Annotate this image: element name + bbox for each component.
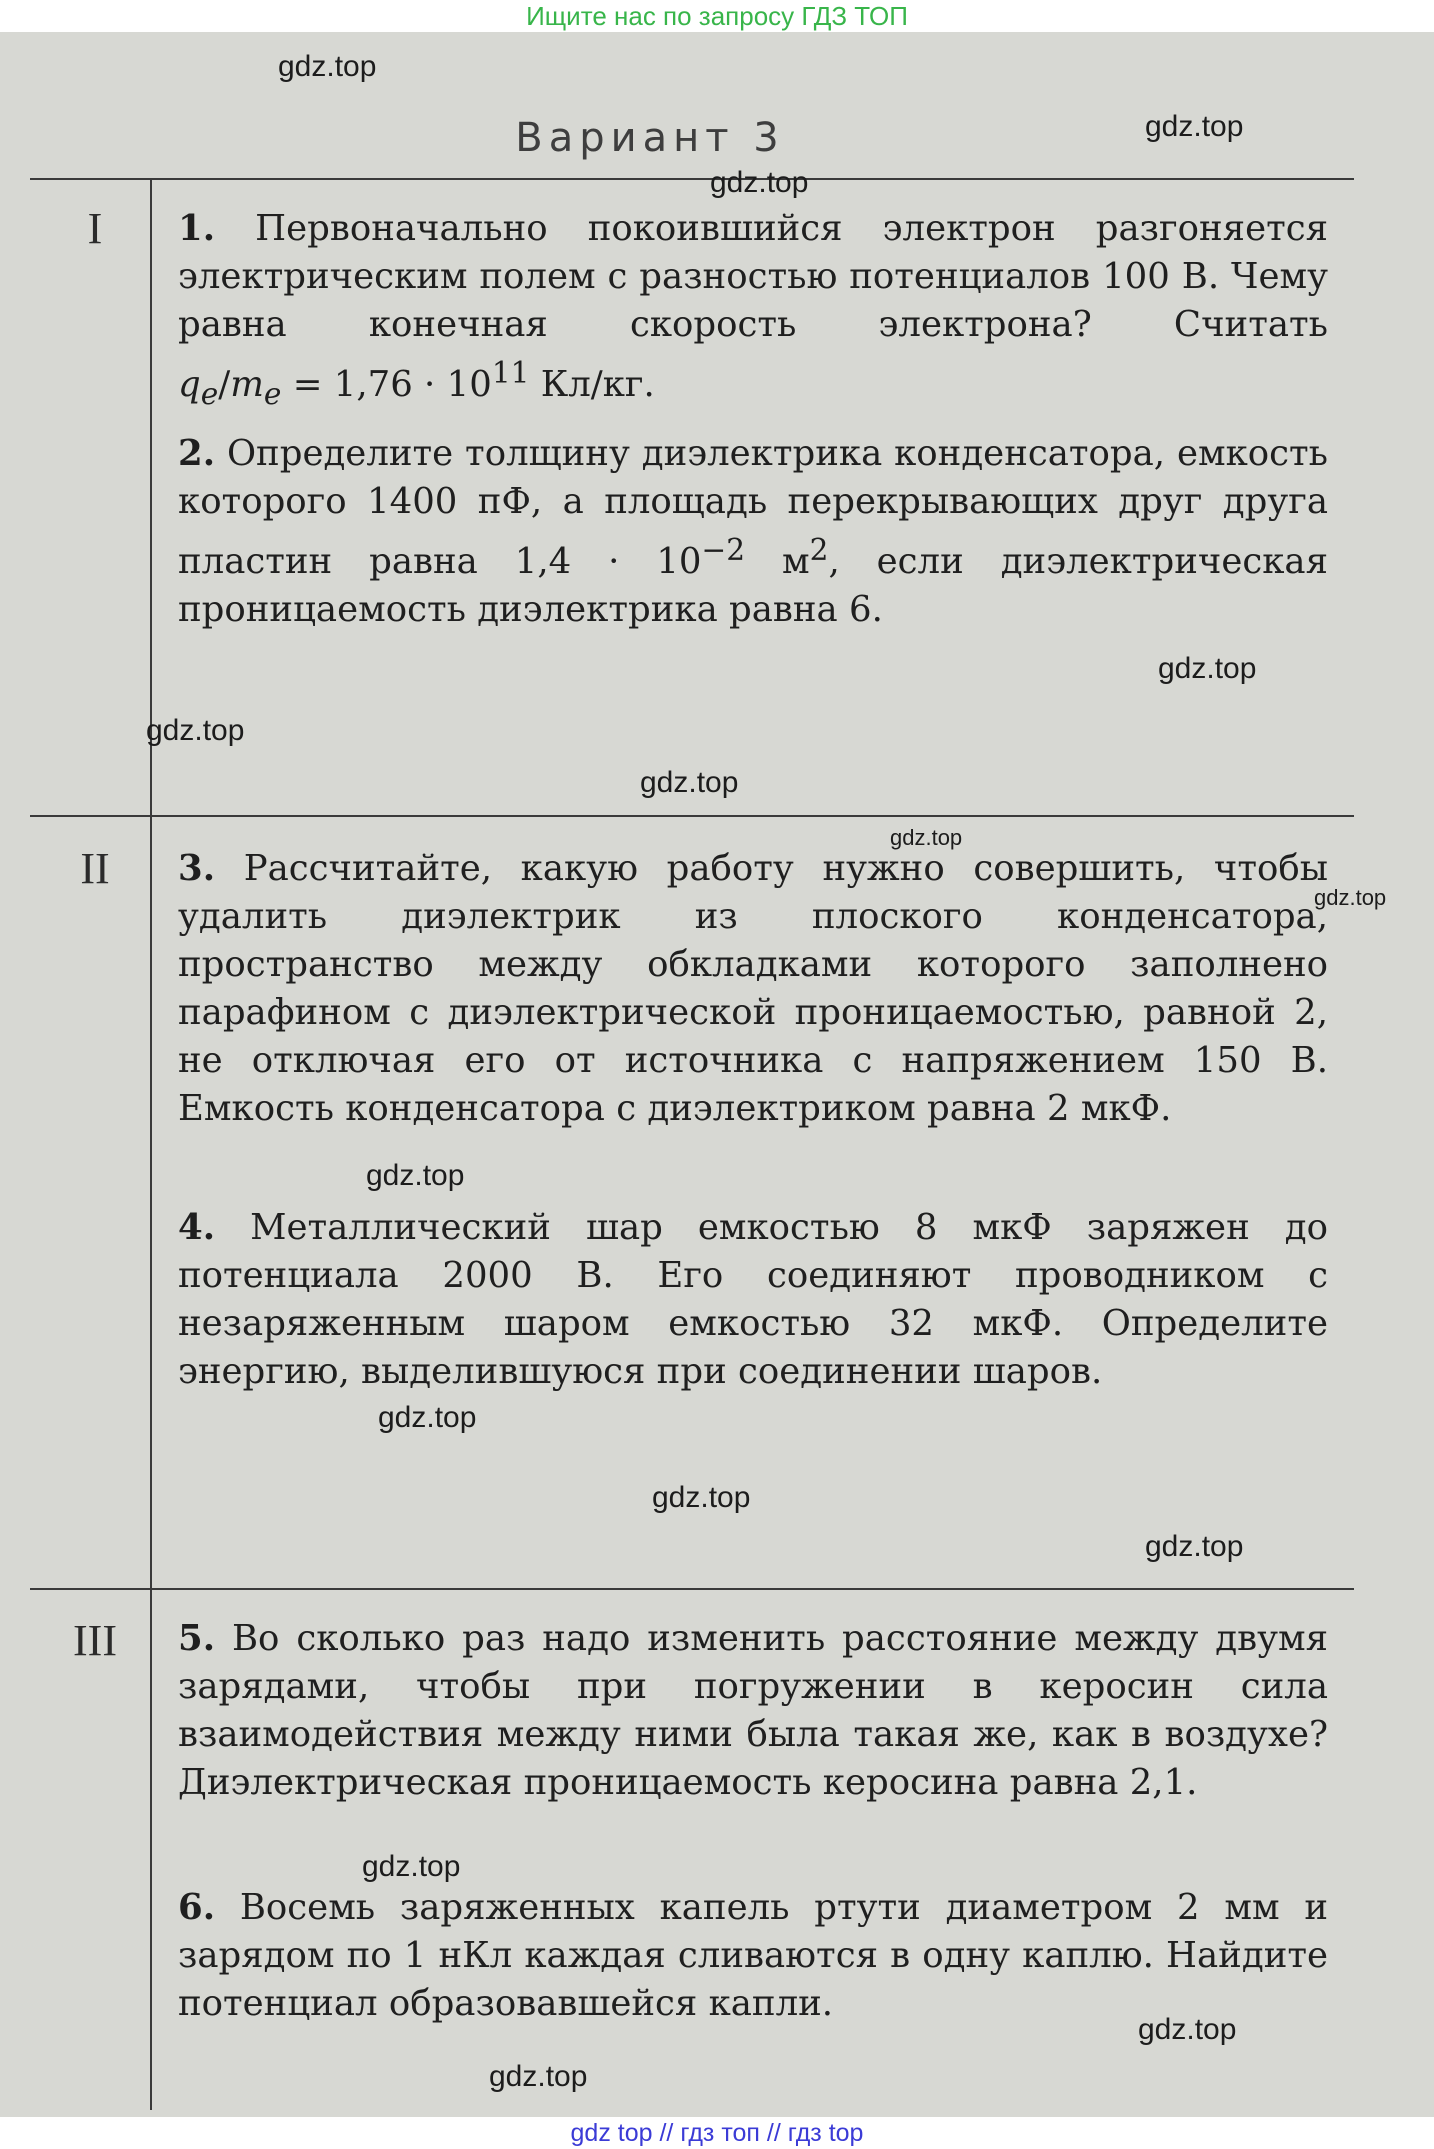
problem-text: Восемь заряженных капель ртути диаметром 2 мм и зарядом по 1 нКл каждая сливаются в одну каплю. Найдите потенциал образовавшейся капли.: [178, 1887, 1328, 2024]
problem-number: 4.: [178, 1207, 216, 1248]
watermark: gdz.top: [640, 766, 739, 799]
watermark: gdz.top: [1314, 885, 1387, 910]
watermark: gdz.top: [1138, 2013, 1237, 2046]
problem-number: 5.: [178, 1618, 216, 1659]
watermark: gdz.top: [1158, 652, 1257, 685]
problem-2: 2. Определите толщину диэлектрика конденсатора, емкость которого 1400 пФ, а площадь перекрывающих друг друга пластин равна $1,4 \cdot 10^{-2}$ $м^2$, если диэлектрическая проницаемость диэлектрика равна 6.: [178, 433, 1328, 630]
table-top-rule: [30, 178, 1354, 180]
watermark: gdz.top: [1145, 1530, 1244, 1563]
watermark: gdz.top: [362, 1850, 461, 1883]
section-label-i: I: [87, 204, 103, 253]
problem-number: 1.: [178, 208, 216, 249]
problem-text: Рассчитайте, какую работу нужно совершить, чтобы удалить диэлектрик из плоского конденсатора, пространство между обкладками которого заполнено парафином с диэлектрической проницаемостью, равной 2, не отключая его от источника с напряжением 150 В. Емкость конденсатора с диэлектриком равна 2 мкФ.: [178, 848, 1328, 1129]
watermark: gdz.top: [489, 2060, 588, 2093]
problem-text: Во сколько раз надо изменить расстояние между двумя зарядами, чтобы при погружении в керосин сила взаимодействия между ними была такая же, как в воздухе? Диэлектрическая проницаемость керосина равна 2,1.: [178, 1618, 1328, 1803]
variant-title: Вариант 3: [515, 115, 785, 161]
problem-4: [178, 1204, 1328, 1396]
watermark: gdz.top: [278, 50, 377, 83]
section-label-iii: III: [73, 1616, 117, 1665]
problem-text: Первоначально покоившийся электрон разгоняется электрическим полем с разностью потенциалов 100 В. Чему равна конечная скорость электрона? Считать: [178, 208, 1328, 345]
exponent: 2: [809, 533, 829, 567]
problem-number: 3.: [178, 848, 216, 889]
bottom-banner[interactable]: gdz top // гдз топ // гдз top: [0, 2117, 1434, 2149]
problem-1: [178, 205, 1328, 418]
table-column-rule: [150, 178, 152, 2110]
problem-number: 2.: [178, 433, 216, 474]
section-divider-1: [30, 815, 1354, 817]
section-label-ii: II: [80, 844, 110, 893]
watermark: gdz.top: [890, 825, 963, 850]
problem-6: [178, 1884, 1328, 2028]
problem-3: [178, 845, 1328, 1133]
charge-to-mass-formula: $q_e/m_e = 1,76 \cdot 10^{11}$: [178, 356, 530, 411]
section-divider-2: [30, 1588, 1354, 1590]
watermark: gdz.top: [378, 1401, 477, 1434]
formula-unit: Кл/кг.: [540, 363, 655, 405]
watermark: gdz.top: [652, 1481, 751, 1514]
problem-number: 6.: [178, 1887, 216, 1928]
watermark: gdz.top: [146, 714, 245, 747]
watermark: gdz.top: [1145, 110, 1244, 143]
watermark: gdz.top: [366, 1159, 465, 1192]
problem-5: [178, 1615, 1328, 1807]
exponent: −2: [701, 533, 746, 567]
problem-text: Металлический шар емкостью 8 мкФ заряжен до потенциала 2000 В. Его соединяют проводником с незаряженным шаром емкостью 32 мкФ. Определите энергию, выделившуюся при соединении шаров.: [178, 1207, 1328, 1392]
top-banner[interactable]: Ищите нас по запросу ГДЗ ТОП: [0, 0, 1434, 32]
problem-text: Определите толщину диэлектрика конденсатора, емкость которого 1400 пФ, а площадь перекрывающих друг друга пластин равна 1,4 · 10: [178, 433, 1328, 582]
watermark: gdz.top: [710, 166, 809, 199]
